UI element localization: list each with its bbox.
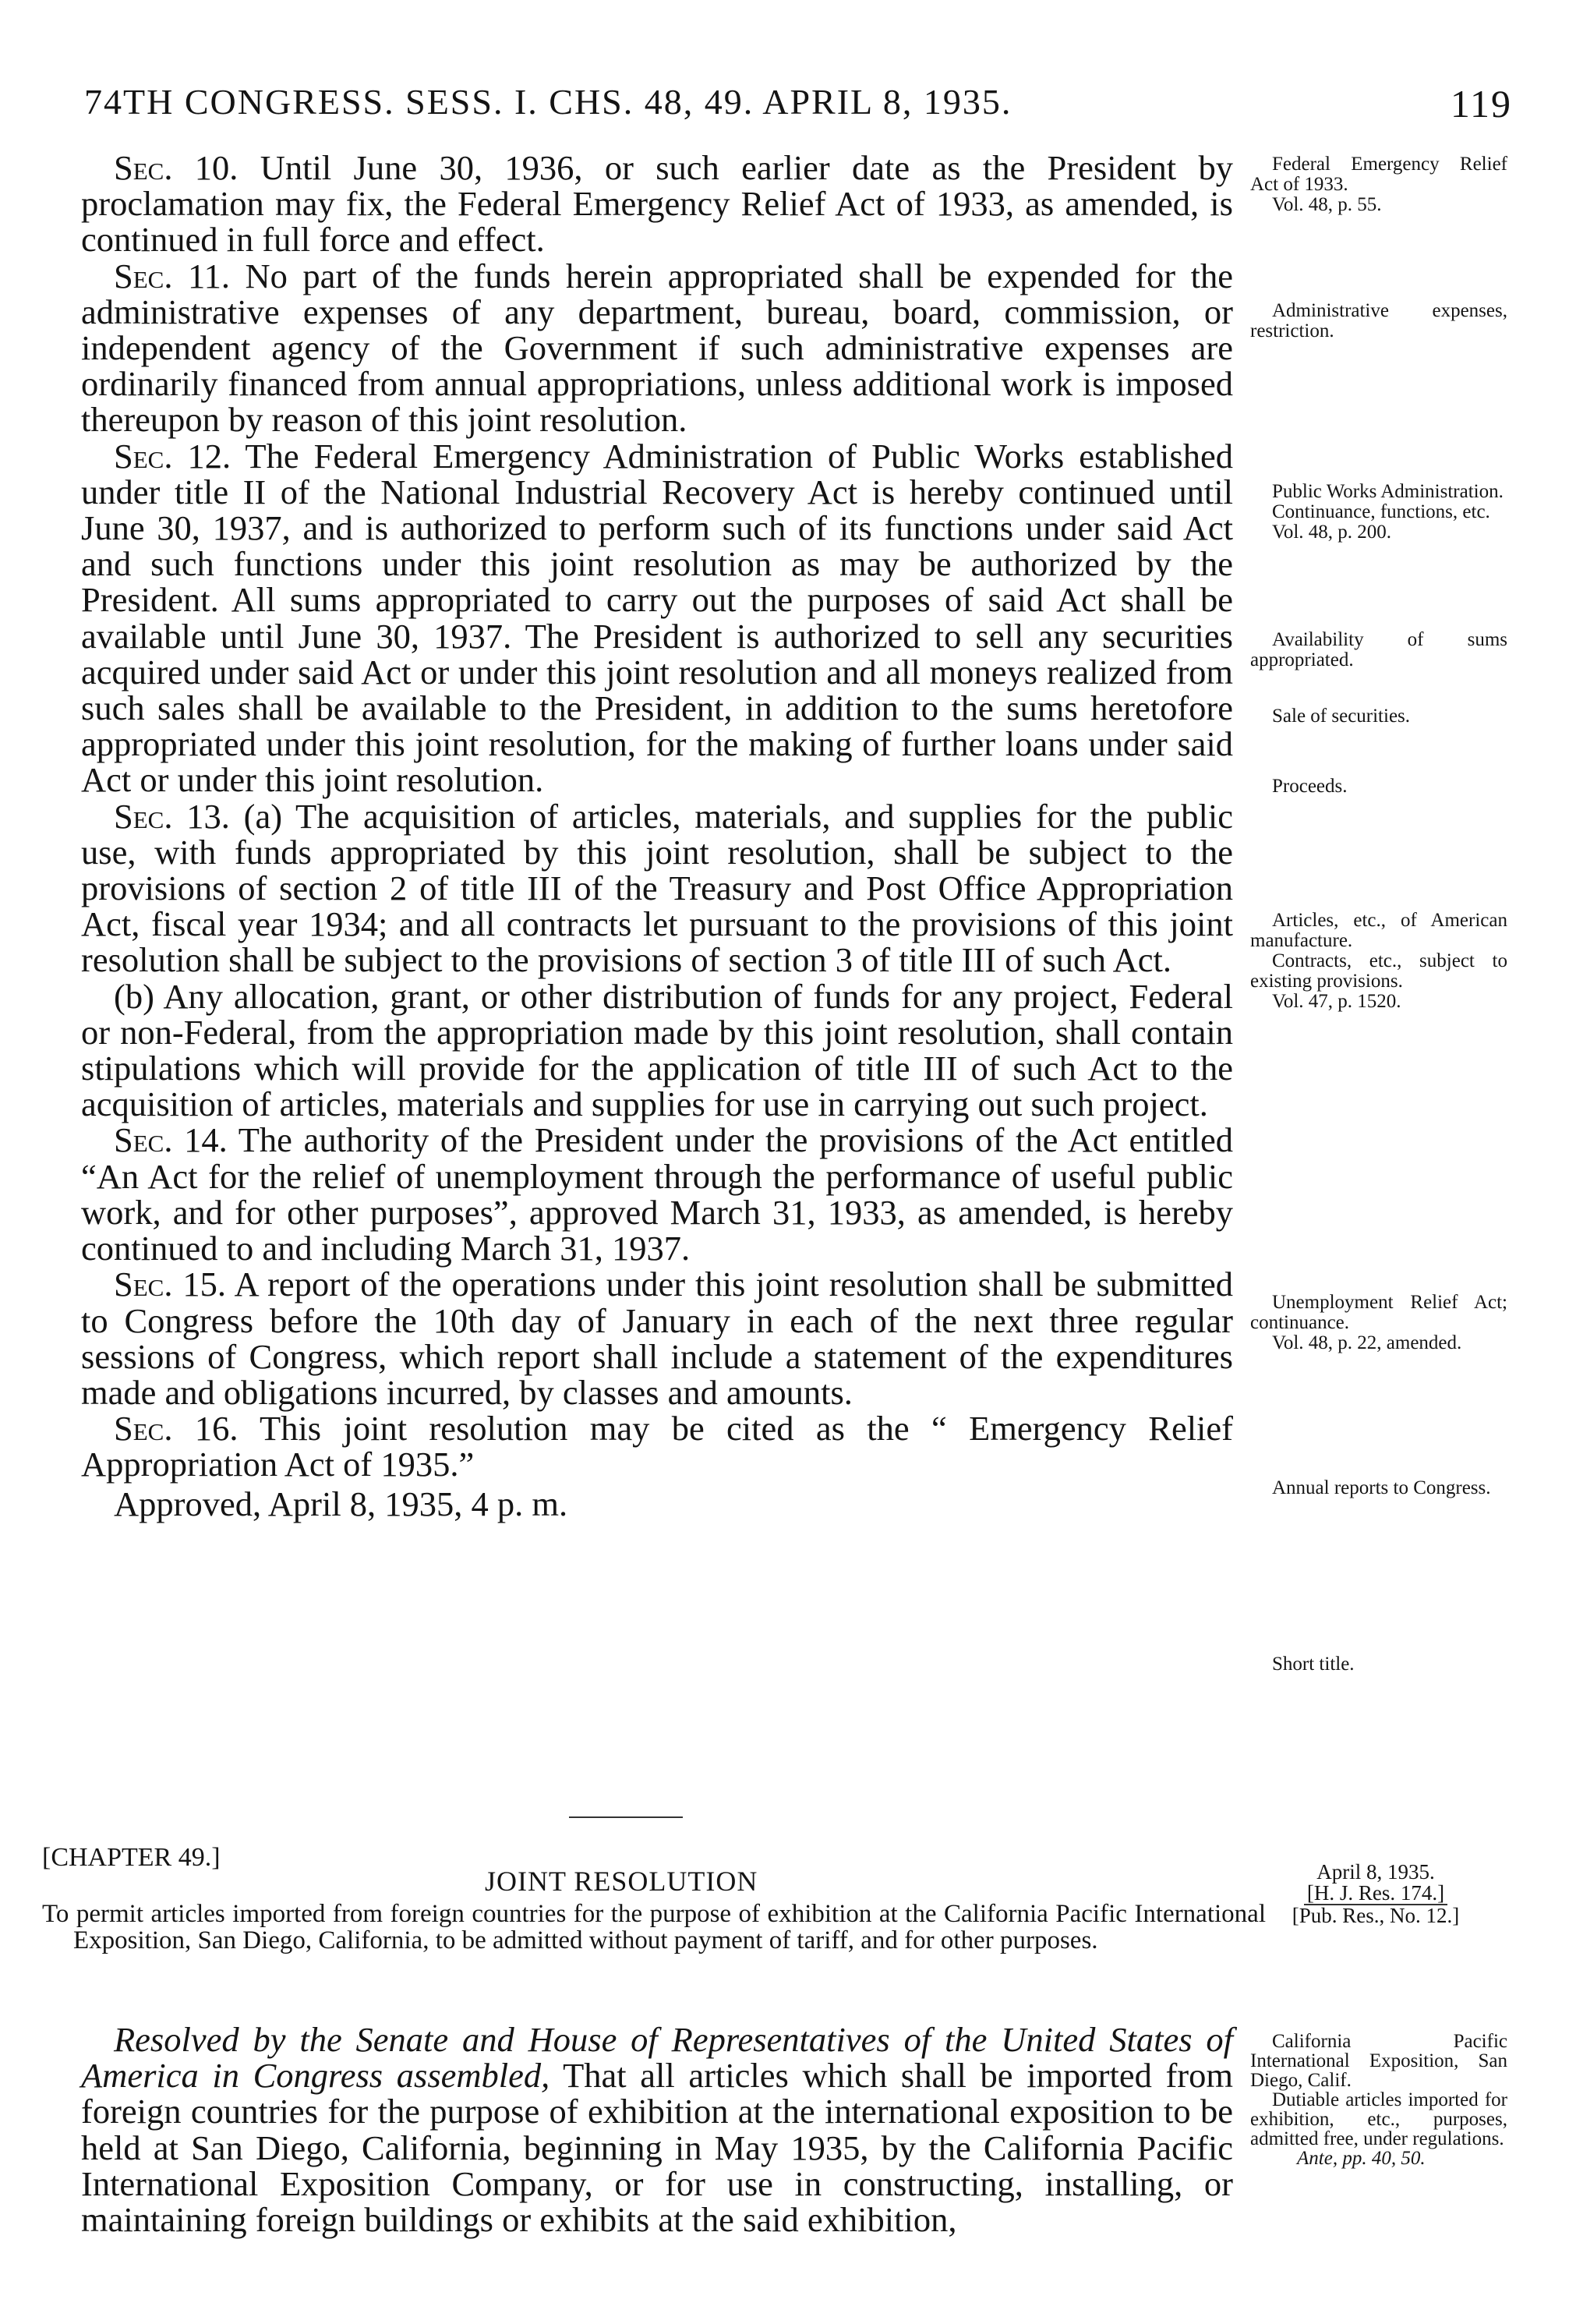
main-text xyxy=(81,150,1233,1522)
resolution-preamble: To permit articles imported from foreign countries for the purpose of exhibition at the California Pacific International Exposition, San Diego, California, to be admitted without payment of tariff, and for other purposes. xyxy=(42,1900,1266,1954)
resolution-date: April 8, 1935. xyxy=(1316,1860,1435,1884)
enacting-clause: Resolved by the Senate and House of Representatives of the United States of America in Congress assembled, xyxy=(81,2020,1233,2096)
section-15 xyxy=(81,1266,1233,1410)
section-13b xyxy=(81,978,1233,1123)
margin-note: Proceeds. xyxy=(1272,776,1348,797)
section-label: Sec. 16. xyxy=(114,1409,239,1449)
section-14 xyxy=(81,1122,1233,1266)
resolution-text xyxy=(81,2020,1233,2240)
section-label: Sec. 11. xyxy=(114,256,230,295)
resolution-margin-notes: California Pacific International Exposition, San Diego, Calif. Dutiable articles imported for exhibition, etc., purposes, admitted free, under regulations. Ante, pp. 40, 50. xyxy=(1250,2031,1507,2169)
section-text: The authority of the President under the provisions of the Act entitled “An Act for the relief of unemployment through the performance of useful public work, and for other purposes”, approved March 31, 1933, as amended, is hereby continued to and including March 31, 1937. xyxy=(81,1120,1233,1268)
bill-number: [H. J. Res. 174.] xyxy=(1304,1883,1447,1905)
margin-note: Sale of securities. xyxy=(1272,706,1411,727)
section-label: Sec. 12. xyxy=(114,436,231,476)
chapter-label: [CHAPTER 49.] xyxy=(42,1843,221,1872)
approval-line: Approved, April 8, 1935, 4 p. m. xyxy=(114,1484,568,1523)
section-12 xyxy=(81,438,1233,798)
margin-note: Short title. xyxy=(1272,1654,1355,1675)
section-divider xyxy=(569,1816,683,1818)
margin-note: Federal Emergency Relief Act of 1933. Vol. 48, p. 55. xyxy=(1250,154,1507,215)
section-10 xyxy=(81,150,1233,258)
resolution-metadata xyxy=(1247,1862,1504,1926)
margin-note: Public Works Administration. Continuance, functions, etc. Vol. 48, p. 200. xyxy=(1272,481,1504,543)
section-text: This joint resolution may be cited as the “ Emergency Relief Appropriation Act of 1935.” xyxy=(81,1409,1233,1484)
page-number: 119 xyxy=(1450,82,1512,126)
section-label: Sec. 13. xyxy=(114,796,230,836)
section-label: Sec. 14. xyxy=(114,1120,228,1160)
section-text: A report of the operations under this joint resolution shall be submitted to Congress before the 10th day of January in each of the next three regular sessions of Congress, which report shall include a statement of the expenditures made and obligations incurred, by classes and amounts. xyxy=(81,1265,1233,1412)
margin-note: Annual reports to Congress. xyxy=(1272,1477,1491,1498)
margin-note: Unemployment Relief Act; continuance. Vol. 48, p. 22, amended. xyxy=(1250,1292,1507,1353)
section-text: (b) Any allocation, grant, or other distribution of funds for any project, Federal or non-Federal, from the appropriation made by this joint resolution, shall contain stipulations which will provide for the application of title III of such Act to the acquisition of articles, materials and supplies for use in carrying out such project. xyxy=(81,976,1233,1124)
running-head: 74TH CONGRESS. SESS. I. CHS. 48, 49. APRIL 8, 1935. xyxy=(84,82,1012,122)
section-text: Until June 30, 1936, or such earlier date as the President by proclamation may fix, the Federal Emergency Relief Act of 1933, as amended, is continued in full force and effect. xyxy=(81,148,1233,260)
section-13a xyxy=(81,798,1233,978)
margin-note: Administrative expenses, restriction. xyxy=(1250,300,1507,341)
running-header xyxy=(84,81,1512,131)
enacting-paragraph xyxy=(81,2020,1233,2240)
section-label: Sec. 10. xyxy=(114,148,239,187)
margin-note: Availability of sums appropriated. xyxy=(1250,629,1507,670)
joint-resolution-heading: JOINT RESOLUTION xyxy=(485,1866,758,1897)
public-resolution-number: [Pub. Res., No. 12.] xyxy=(1292,1904,1460,1927)
margin-note: Articles, etc., of American manufacture. Contracts, etc., subject to existing provisions. Vol. 47, p. 1520. xyxy=(1250,910,1507,1012)
resolution-body: That all articles which shall be imported from foreign countries for the purpose of exhibition at the international exposition to be held at San Diego, California, beginning in May 1935, by the California Pacific International Exposition Company, or for use in constructing, installing, or maintaining foreign buildings or exhibits at the said exhibition, xyxy=(81,2056,1233,2240)
section-label: Sec. 15. xyxy=(114,1265,227,1304)
section-text: No part of the funds herein appropriated shall be expended for the administrative expenses of any department, bureau, board, commission, or independent agency of the Government if such administrative expenses are ordinarily financed from annual appropriations, unless additional work is imposed thereupon by reason of this joint resolution. xyxy=(81,256,1233,440)
section-text: (a) The acquisition of articles, materials, and supplies for the public use, with funds appropriated by this joint resolution, shall be subject to the provisions of section 2 of title III of the Treasury and Post Office Appropriation Act, fiscal year 1934; and all contracts let pursuant to the provisions of this joint resolution shall be subject to the provisions of section 3 of title III of such Act. xyxy=(81,796,1233,980)
section-text: The Federal Emergency Administration of Public Works established under title II of the National Industrial Recovery Act is hereby continued until June 30, 1937, and is authorized to perform such of its functions under said Act and such functions under this joint resolution as may be authorized by the President. All sums appropriated to carry out the purposes of said Act shall be available until June 30, 1937. The President is authorized to sell any securities acquired under said Act or under this joint resolution and all moneys realized from such sales shall be available to the President, in addition to the sums heretofore appropriated under this joint resolution, for the making of further loans under said Act or under this joint resolution. xyxy=(81,436,1233,800)
section-11 xyxy=(81,258,1233,438)
section-16 xyxy=(81,1410,1233,1482)
